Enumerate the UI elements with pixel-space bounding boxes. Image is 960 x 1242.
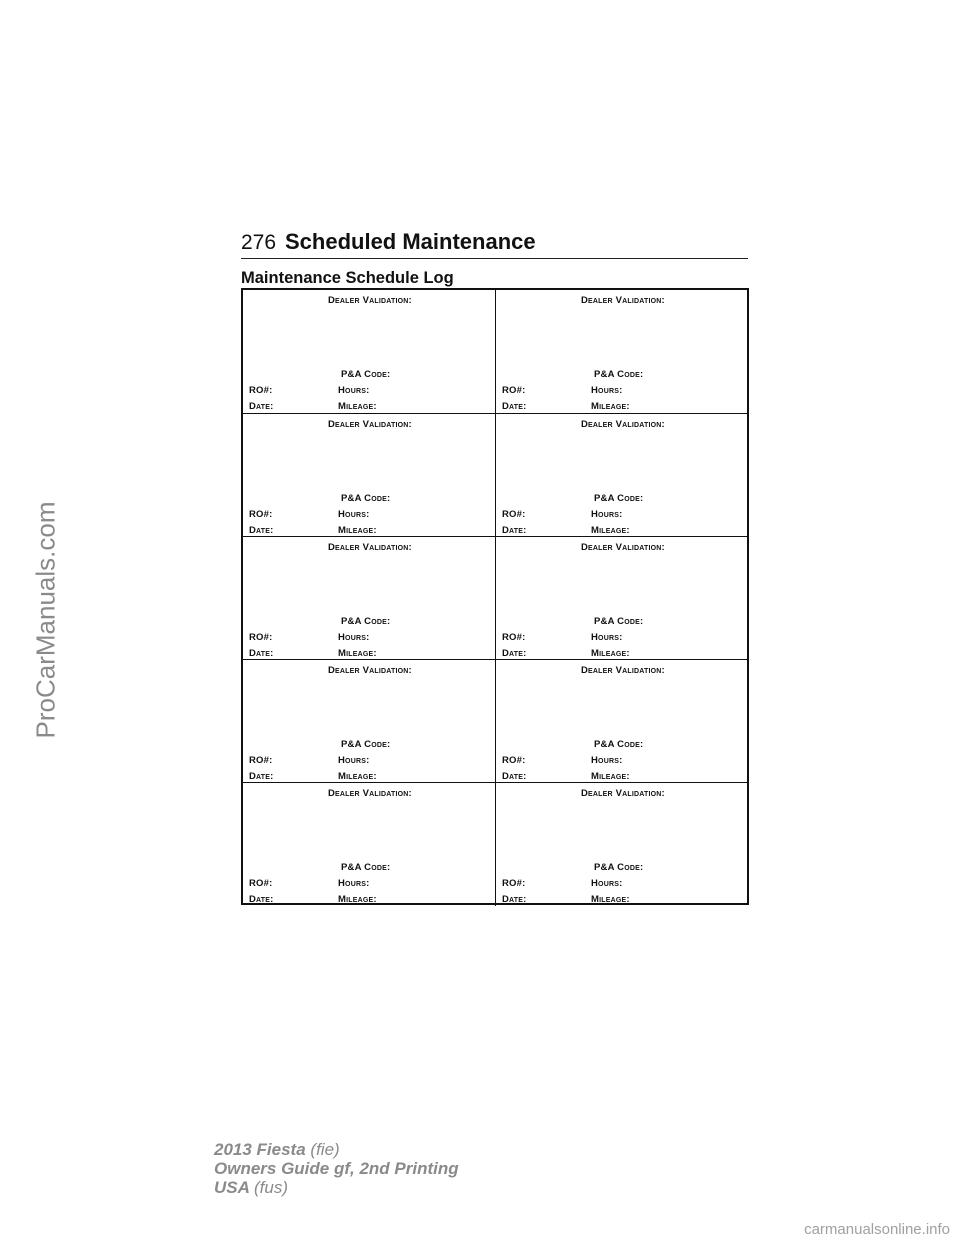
hours-label: Hours: [338,385,370,396]
hours-label: Hours: [591,385,623,396]
pa-code-label: P&A Code: [594,616,644,627]
ro-label: RO#: [502,755,526,766]
date-label: Date: [249,401,274,412]
mileage-label: Mileage: [338,894,377,905]
watermark [28,480,64,760]
ro-label: RO#: [502,878,526,889]
ro-label: RO#: [502,509,526,520]
page-number: 276 [241,231,277,254]
ro-label: RO#: [502,385,526,396]
log-title: Maintenance Schedule Log [241,269,454,287]
ro-label: RO#: [249,632,273,643]
log-entry-cell [496,290,748,413]
dealer-validation-label: Dealer Validation: [328,788,412,799]
footer-market-code: (fus) [254,1178,288,1197]
mileage-label: Mileage: [591,648,630,659]
log-entry-cell [243,783,496,906]
pa-code-label: P&A Code: [341,862,391,873]
hours-label: Hours: [338,632,370,643]
dealer-validation-label: Dealer Validation: [328,542,412,553]
pa-code-label: P&A Code: [594,493,644,504]
ro-label: RO#: [249,878,273,889]
mileage-label: Mileage: [338,771,377,782]
mileage-label: Mileage: [591,525,630,536]
date-label: Date: [502,894,527,905]
mileage-label: Mileage: [591,401,630,412]
footer-model: 2013 Fiesta [214,1140,306,1159]
date-label: Date: [249,894,274,905]
ro-label: RO#: [249,509,273,520]
hours-label: Hours: [338,755,370,766]
hours-label: Hours: [591,755,623,766]
hours-label: Hours: [338,509,370,520]
dealer-validation-label: Dealer Validation: [328,419,412,430]
date-label: Date: [502,525,527,536]
pa-code-label: P&A Code: [341,616,391,627]
pa-code-label: P&A Code: [341,739,391,750]
mileage-label: Mileage: [338,525,377,536]
date-label: Date: [249,771,274,782]
date-label: Date: [502,648,527,659]
dealer-validation-label: Dealer Validation: [581,419,665,430]
mileage-label: Mileage: [591,894,630,905]
log-entry-cell [496,537,748,660]
log-row [243,536,747,660]
hours-label: Hours: [591,509,623,520]
site-watermark: carmanualsonline.info [804,1221,950,1238]
dealer-validation-label: Dealer Validation: [581,295,665,306]
mileage-label: Mileage: [591,771,630,782]
maintenance-log-table [241,288,749,905]
pa-code-label: P&A Code: [341,369,391,380]
log-entry-cell [243,660,496,783]
log-row [243,782,747,906]
ro-label: RO#: [249,755,273,766]
log-entry-cell [243,414,496,537]
log-row [243,413,747,537]
footer-model-code: (fie) [310,1140,340,1159]
footer-market: USA [214,1178,250,1197]
watermark-text: ProCarManuals.com [30,501,61,739]
hours-label: Hours: [591,632,623,643]
dealer-validation-label: Dealer Validation: [328,665,412,676]
date-label: Date: [502,771,527,782]
ro-label: RO#: [249,385,273,396]
hours-label: Hours: [338,878,370,889]
log-entry-cell [496,414,748,537]
section-title: Scheduled Maintenance [285,229,536,254]
log-entry-cell [243,537,496,660]
pa-code-label: P&A Code: [594,369,644,380]
dealer-validation-label: Dealer Validation: [581,542,665,553]
ro-label: RO#: [502,632,526,643]
mileage-label: Mileage: [338,648,377,659]
date-label: Date: [249,525,274,536]
log-row [243,290,747,413]
hours-label: Hours: [591,878,623,889]
date-label: Date: [502,401,527,412]
dealer-validation-label: Dealer Validation: [581,665,665,676]
footer [214,1140,459,1197]
dealer-validation-label: Dealer Validation: [328,295,412,306]
pa-code-label: P&A Code: [341,493,391,504]
log-row [243,659,747,783]
date-label: Date: [249,648,274,659]
pa-code-label: P&A Code: [594,862,644,873]
mileage-label: Mileage: [338,401,377,412]
pa-code-label: P&A Code: [594,739,644,750]
log-entry-cell [496,783,748,906]
log-entry-cell [243,290,496,413]
page-header [241,228,748,259]
log-entry-cell [496,660,748,783]
footer-guide: Owners Guide gf, 2nd Printing [214,1159,459,1178]
dealer-validation-label: Dealer Validation: [581,788,665,799]
